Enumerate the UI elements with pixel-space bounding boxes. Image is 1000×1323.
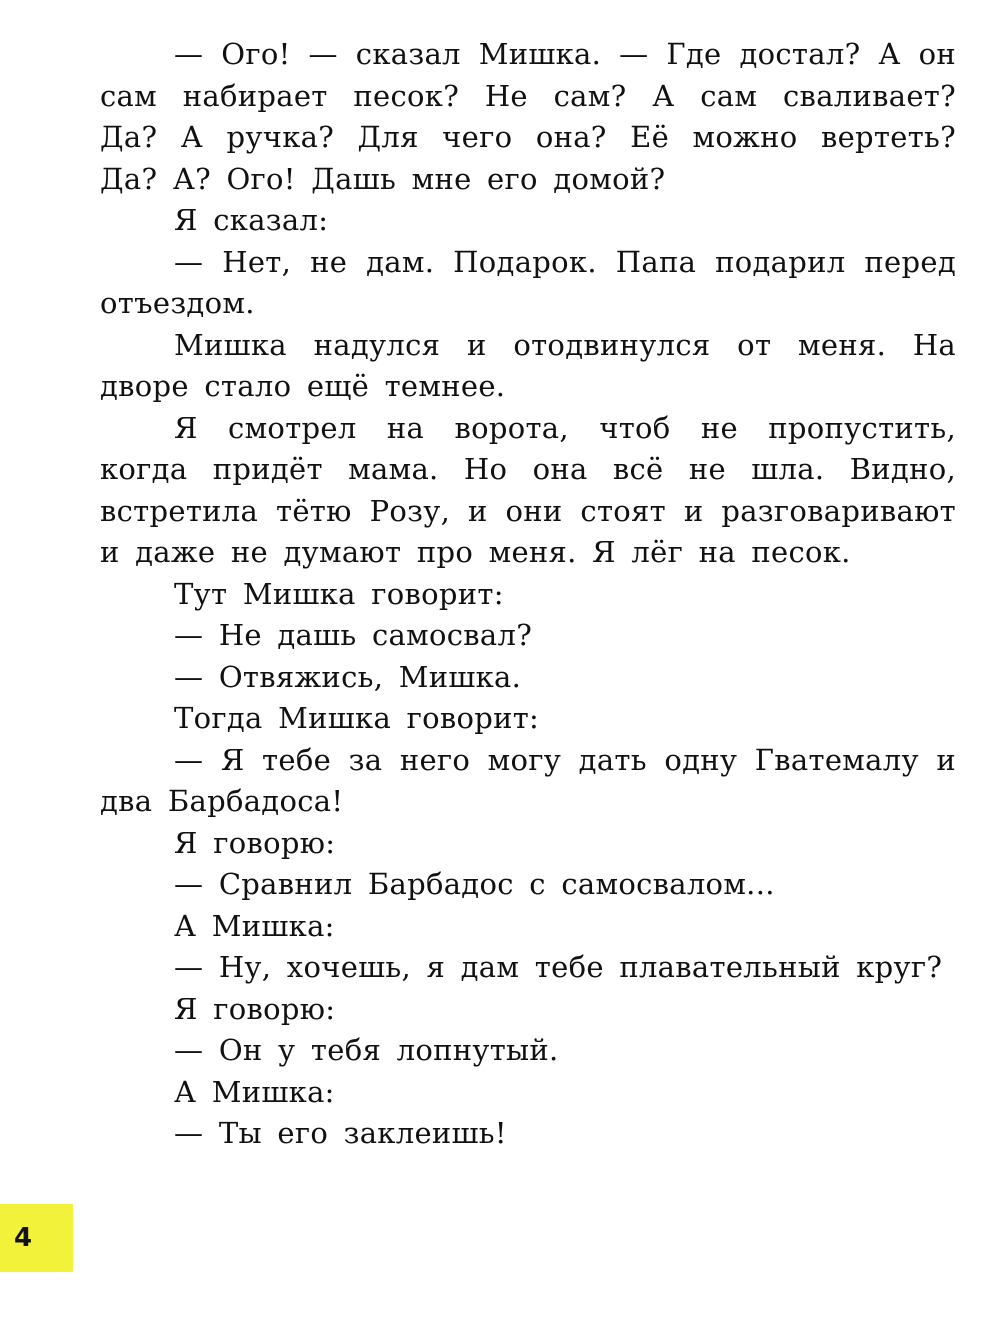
paragraph: Тогда Мишка говорит:: [174, 701, 540, 735]
paragraph: Тут Мишка говорит:: [174, 576, 504, 611]
paragraph: Я смотрел на ворота, чтоб не пропустить, когда придёт мама. Но она всё не шла. Видно, встретила тётю Розу, и они стоят и разговаривают и даже не думают про меня. Я лёг на песок.: [100, 410, 956, 569]
paragraph: — Он у тебя лопнутый.: [174, 1033, 559, 1067]
paragraph: — Нет, не дам. Подарок. Папа подарил перед отъездом.: [100, 244, 956, 320]
paragraph: Я говорю:: [174, 991, 336, 1026]
paragraph: — Ну, хочешь, я дам тебе плавательный круг?: [174, 950, 943, 984]
paragraph: — Отвяжись, Мишка.: [174, 659, 522, 694]
paragraph: — Ого! — сказал Мишка. — Где достал? А он сам набирает песок? Не сам? А сам сваливает? Да? А ручка? Для чего она? Её можно вертеть? Да? А? Ого! Дашь мне его домой?: [100, 37, 956, 196]
paragraph: — Сравнил Барбадос с самосвалом...: [174, 867, 775, 901]
paragraph: А Мишка:: [174, 1074, 335, 1109]
paragraph: Я говорю:: [174, 825, 336, 860]
paragraph: Мишка надулся и отодвинулся от меня. На дворе стало ещё темнее.: [100, 327, 956, 403]
paragraph: — Я тебе за него могу дать одну Гватемалу и два Барбадоса!: [100, 742, 956, 818]
page-number: 4: [0, 1204, 73, 1272]
paragraph: А Мишка:: [174, 908, 335, 943]
paragraph: — Не дашь самосвал?: [174, 618, 533, 652]
paragraph: — Ты его заклеишь!: [174, 1116, 507, 1150]
text-body: [100, 34, 956, 1155]
paragraph: Я сказал:: [174, 203, 329, 237]
